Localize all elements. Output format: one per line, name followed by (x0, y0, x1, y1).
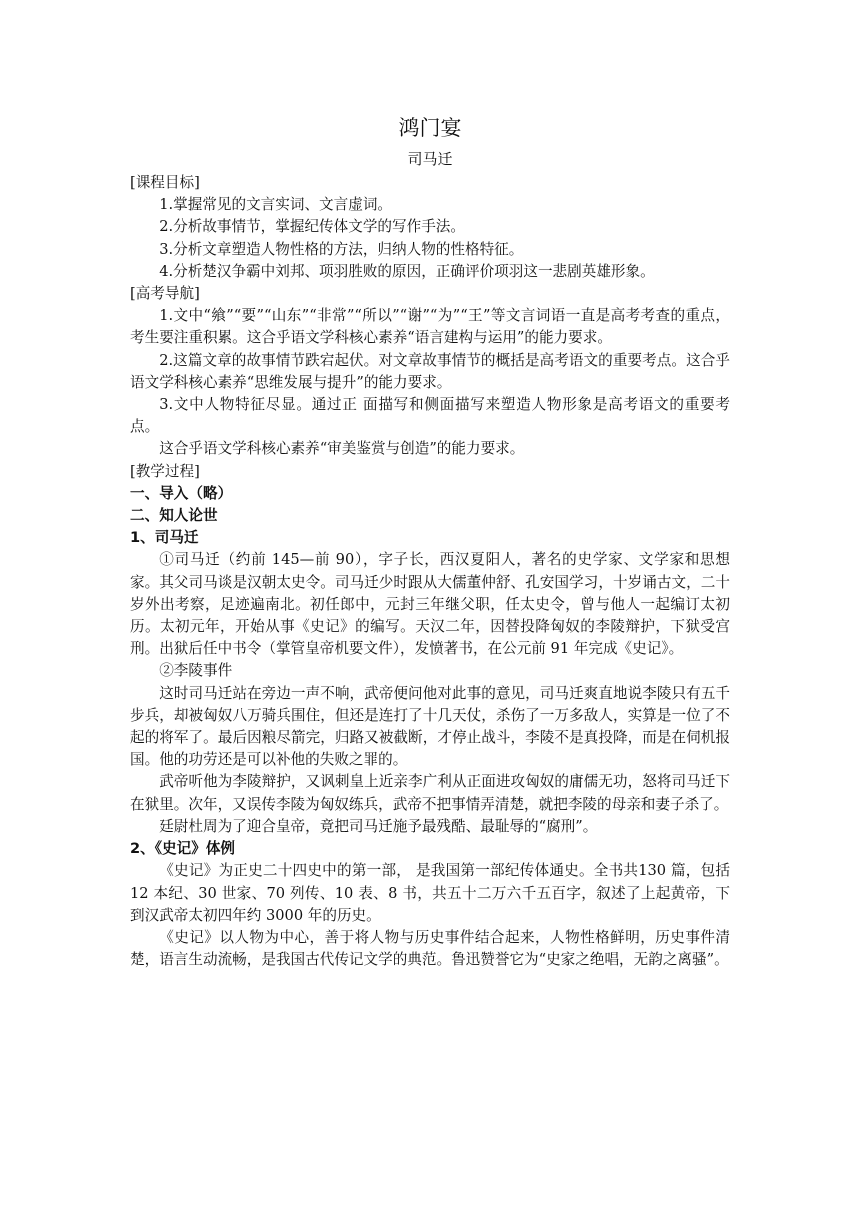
section-heading: 一、导入（略） (130, 484, 233, 502)
body-paragraph: 2.这篇文章的故事情节跌宕起伏。对文章故事情节的概括是高考语文的重要考点。这合乎语文学科核心素养“思维发展与提升”的能力要求。 (130, 351, 730, 391)
body-paragraph: 《史记》以人物为中心，善于将人物与历史事件结合起来，人物性格鲜明，历史事件清楚，语言生动流畅，是我国古代传记文学的典范。鲁迅赞誉它为“史家之绝唱，无韵之离骚”。 (130, 928, 730, 969)
document-title: 鸿门宴 (398, 116, 462, 140)
body-paragraph: 4.分析楚汉争霸中刘邦、项羽胜败的原因，正确评价项羽这一悲剧英雄形象。 (159, 262, 655, 280)
section-heading: 1、司马迁 (130, 529, 199, 547)
body-paragraph: 这合乎语文学科核心素养“审美鉴赏与创造”的能力要求。 (159, 440, 525, 458)
body-paragraph: 1.文中“飨”“要”“山东”“非常”“所以”“谢”“为”“王”等文言词语一直是高考考查的重点，考生要注重积累。这合乎语文学科核心素养“语言建构与运用”的能力要求。 (130, 307, 730, 347)
body-paragraph: ②李陵事件 (159, 662, 233, 680)
body-paragraph: 廷尉杜周为了迎合皇帝，竟把司马迁施予最残酷、最耻辱的“腐刑”。 (159, 817, 598, 835)
body-paragraph: 2.分析故事情节，掌握纪传体文学的写作手法。 (159, 218, 465, 236)
section-heading: [教学过程] (130, 462, 200, 480)
body-paragraph: 1.掌握常见的文言实词、文言虚词。 (159, 196, 393, 214)
document-author: 司马迁 (407, 150, 453, 168)
body-paragraph: ①司马迁（约前 145—前 90），字子长，西汉夏阳人，著名的史学家、文学家和思想家。其父司马谈是汉朝太史令。司马迁少时跟从大儒董仲舒、孔安国学习，十岁诵古文，二十岁外出考察，足迹遍南北。初任郎中，元封三年继父职，任太史令，曾与他人一起编订太初历。太初元年，开始从事《史记》的编写。天汉二年，因替投降匈奴的李陵辩护，下狱受宫刑。出狱后任中书令（掌管皇帝机要文件），发愤著书，在公元前 91 年完成《史记》。 (130, 551, 730, 658)
section-heading: 二、知人论世 (130, 507, 218, 525)
section-heading: 2、《史记》体例 (130, 840, 236, 858)
body-paragraph: 这时司马迁站在旁边一声不响，武帝便问他对此事的意见，司马迁爽直地说李陵只有五千步兵，却被匈奴八万骑兵围住，但还是连打了十几天仗，杀伤了一万多敌人，实算是一位了不起的将军了。最后因粮尽箭完，归路又被截断，才停止战斗，李陵不是真投降，而是在伺机报国。他的功劳还是可以补他的失败之罪的。 (130, 684, 730, 769)
body-paragraph: 武帝听他为李陵辩护，又讽刺皇上近亲李广利从正面进攻匈奴的庸儒无功，怒将司马迁下在狱里。次年，又误传李陵为匈奴练兵，武帝不把事情弄清楚，就把李陵的母亲和妻子杀了。 (130, 773, 730, 813)
body-paragraph: 3.分析文章塑造人物性格的方法，归纳人物的性格特征。 (159, 240, 524, 258)
section-heading: [课程目标] (130, 174, 200, 191)
body-paragraph: 《史记》为正史二十四史中的第一部， 是我国第一部纪传体通史。全书共130 篇，包括 12 本纪、30 世家、70 列传、10 表、8 书，共五十二万六千五百字，叙述了上起黄帝，下到汉武帝太初四年约 3000 年的历史。 (130, 862, 730, 924)
body-paragraph: 3.文中人物特征尽显。通过正 面描写和侧面描写来塑造人物形象是高考语文的重要考点。 (130, 396, 730, 436)
section-heading: [高考导航] (130, 285, 200, 303)
document-body (130, 172, 730, 971)
